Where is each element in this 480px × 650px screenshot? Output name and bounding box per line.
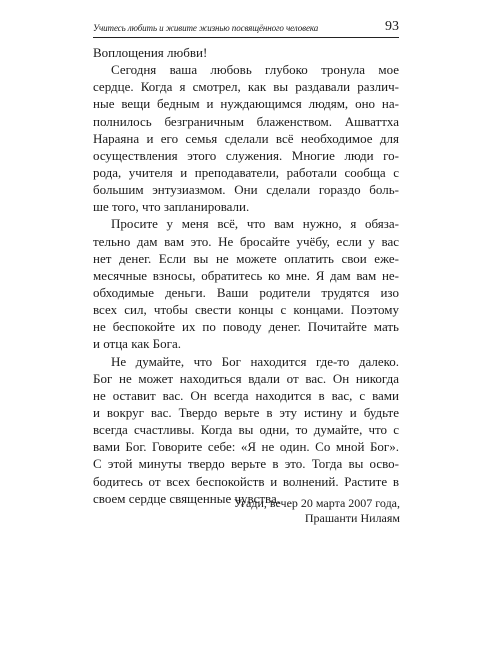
text-line: бодитесь от всех беспокойств и волнений. Растите в	[93, 473, 399, 489]
body-text	[93, 44, 399, 507]
text-line: полнилось безграничным блаженством. Ашваттха	[93, 113, 399, 129]
running-title: Учитесь любить и живите жизнью посвящённого человека	[93, 23, 319, 33]
text-line: нет денег. Если вы не можете оплатить свои еже-	[93, 250, 399, 266]
text-line: Сегодня ваша любовь глубоко тронула мое	[111, 62, 399, 78]
text-line: Просите у меня всё, что вам нужно, я обяза-	[111, 216, 399, 232]
text-line: Бог не может находиться вдали от вас. Он никогда	[93, 370, 399, 386]
text-line: и вокруг вас. Твердо верьте в эту истину и будьте	[93, 404, 399, 420]
text-line: Нараяна и его семья сделали всё необходимое для	[93, 130, 399, 146]
text-line: и отца как Бога.	[93, 336, 181, 352]
text-line: своем сердце священные чувства.	[93, 490, 281, 506]
paragraph	[93, 353, 399, 507]
signature-date-place: Угади, вечер 20 марта 2007 года,	[233, 496, 400, 510]
text-line: не беспокойте их по поводу денег. Почитайте мать	[93, 319, 399, 335]
text-line: обходимые деньги. Ваши родители трудятся изо	[93, 284, 399, 300]
text-line: месячные взносы, обратитесь ко мне. Я дам вам не-	[93, 267, 399, 283]
paragraph	[93, 215, 399, 352]
signature-location: Прашанти Нилаям	[304, 511, 400, 525]
text-line: Воплощения любви!	[93, 45, 208, 60]
paragraph	[93, 44, 399, 61]
text-line: вами Бог. Говорите себе: «Я не один. Со мной Бог».	[93, 439, 399, 455]
text-line: ше того, что запланировали.	[93, 199, 250, 215]
text-line: Не думайте, что Бог находится где-то далеко.	[111, 353, 399, 369]
text-line: С этой минуты твердо верьте в это. Тогда вы осво-	[93, 456, 399, 472]
text-line: ные вещи бедным и нуждающимся людям, оно на-	[93, 96, 399, 112]
page-number: 93	[385, 19, 399, 34]
text-line: всех сил, чтобы свести концы с концами. Поэтому	[93, 302, 399, 318]
page-header	[93, 19, 399, 37]
text-line: всегда счастливы. Когда вы одни, то думайте, что с	[93, 422, 399, 438]
text-line: осуществления этого служения. Многие люди го-	[93, 147, 399, 163]
header-rule	[93, 37, 399, 38]
signature-block	[234, 496, 400, 526]
text-line: не оставит вас. Он всегда находится в вас, с вами	[93, 387, 399, 403]
paragraph	[93, 61, 399, 215]
text-line: большим энтузиазмом. Они сделали гораздо боль-	[93, 182, 399, 198]
text-line: сердце. Когда я смотрел, как вы раздавали различ-	[93, 79, 399, 95]
text-line: рода, учителя и преподаватели, работали сообща с	[93, 164, 399, 180]
text-line: тельно дам вам это. Не бросайте учёбу, если у вас	[93, 233, 399, 249]
